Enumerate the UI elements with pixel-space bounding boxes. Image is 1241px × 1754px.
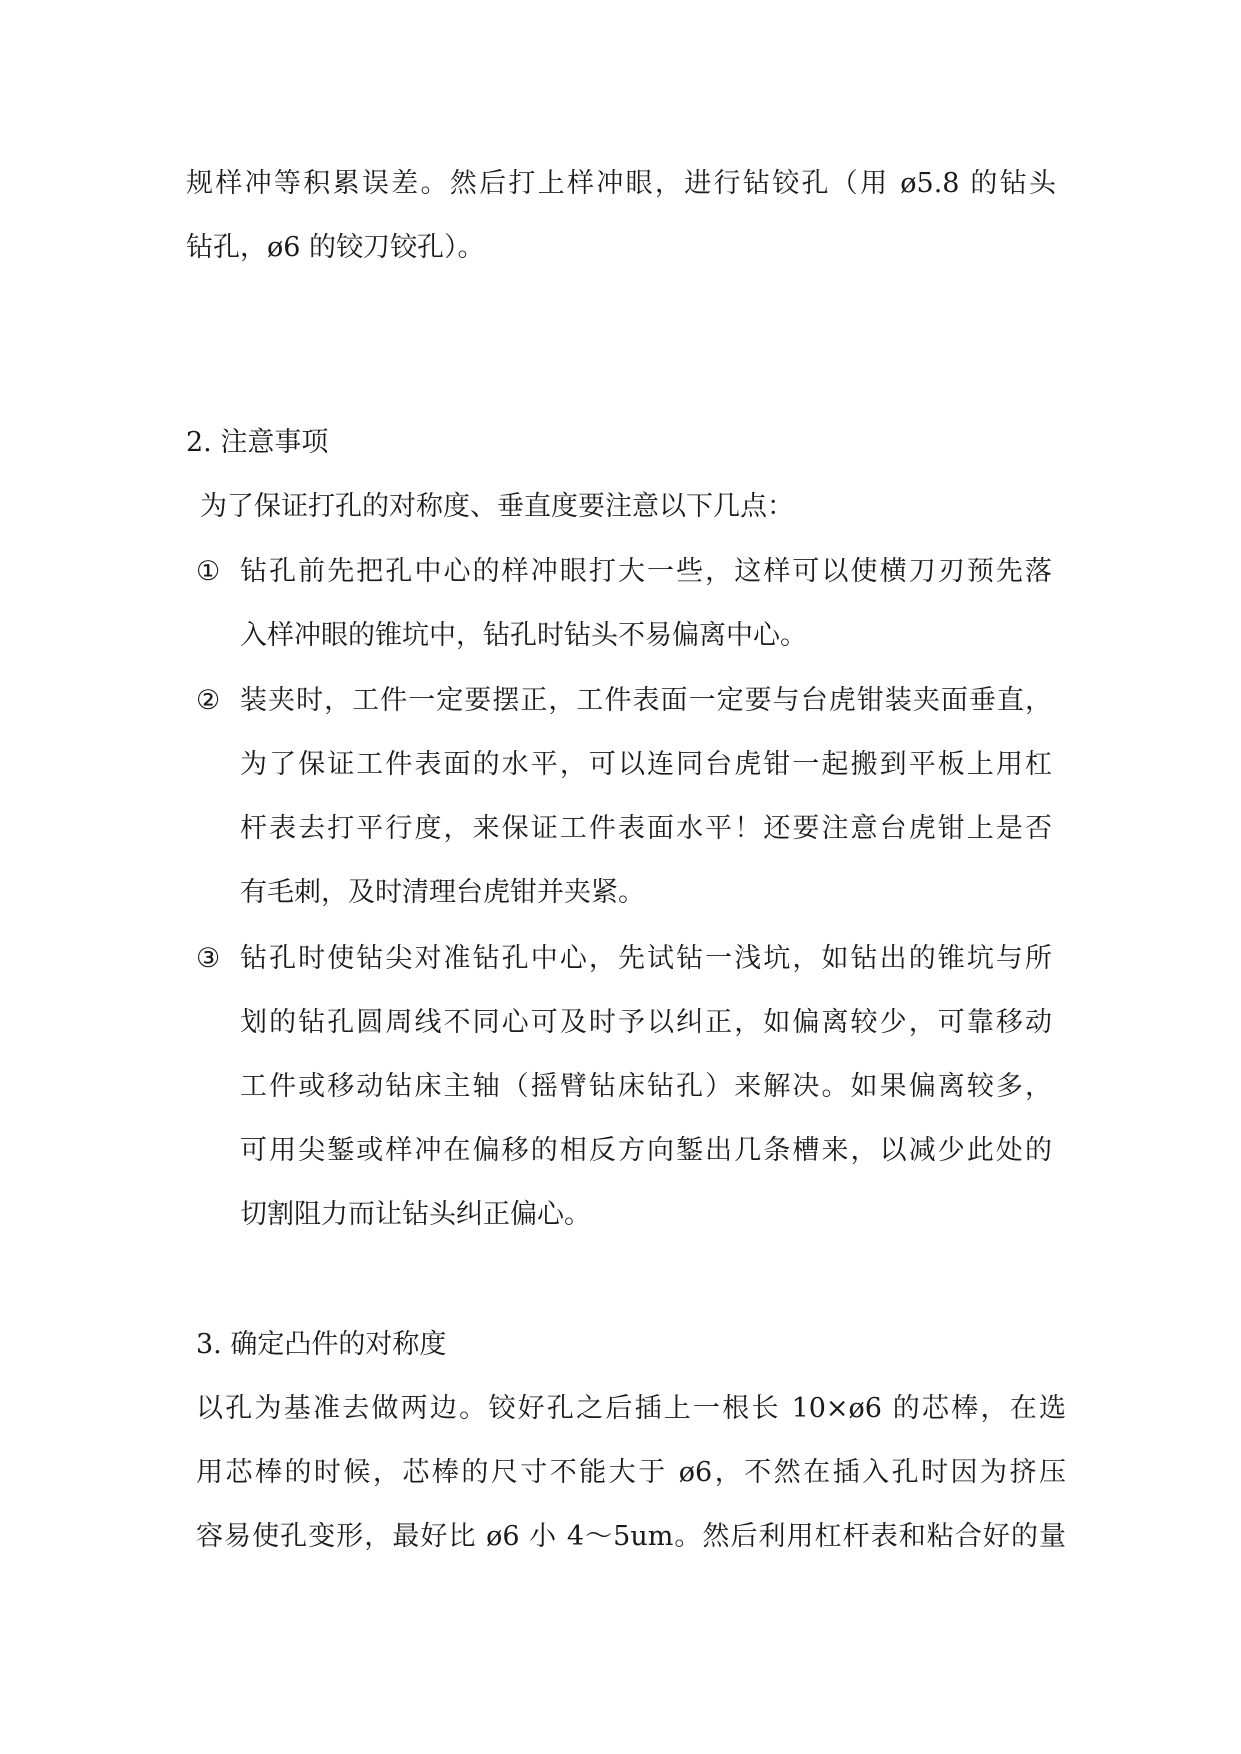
section-lead: 为了保证打孔的对称度、垂直度要注意以下几点： — [200, 491, 794, 522]
paragraph-line: 以孔为基准去做两边。铰好孔之后插上一根长 10×ø6 的芯棒，在选 — [196, 1393, 1066, 1424]
section-heading: 2. 注意事项 — [186, 427, 329, 458]
list-marker: ③ — [196, 943, 221, 974]
list-item-line: 钻孔前先把孔中心的样冲眼打大一些，这样可以使横刀刃预先落 — [240, 556, 1052, 587]
list-marker: ① — [196, 556, 221, 587]
paragraph-line: 钻孔，ø6 的铰刀铰孔）。 — [186, 232, 485, 263]
list-item-line: 工件或移动钻床主轴（摇臂钻床钻孔）来解决。如果偏离较多， — [240, 1071, 1052, 1102]
section-heading: 3. 确定凸件的对称度 — [196, 1329, 447, 1360]
paragraph-line: 用芯棒的时候，芯棒的尺寸不能大于 ø6，不然在插入孔时因为挤压 — [196, 1457, 1066, 1488]
list-item-line: 有毛刺，及时清理台虎钳并夹紧。 — [240, 877, 645, 908]
list-item-line: 杆表去打平行度，来保证工件表面水平！还要注意台虎钳上是否 — [240, 813, 1052, 844]
list-item-line: 钻孔时使钻尖对准钻孔中心，先试钻一浅坑，如钻出的锥坑与所 — [240, 943, 1052, 974]
list-item-line: 划的钻孔圆周线不同心可及时予以纠正，如偏离较少，可靠移动 — [240, 1007, 1052, 1038]
list-item-line: 入样冲眼的锥坑中，钻孔时钻头不易偏离中心。 — [240, 620, 807, 651]
list-item-line: 可用尖錾或样冲在偏移的相反方向錾出几条槽来，以减少此处的 — [240, 1135, 1052, 1166]
paragraph-line: 规样冲等积累误差。然后打上样冲眼，进行钻铰孔（用 ø5.8 的钻头 — [186, 168, 1056, 199]
paragraph-line: 容易使孔变形，最好比 ø6 小 4～5um。然后利用杠杆表和粘合好的量 — [196, 1521, 1066, 1552]
list-item-line: 装夹时，工件一定要摆正，工件表面一定要与台虎钳装夹面垂直， — [240, 685, 1052, 716]
list-marker: ② — [196, 685, 221, 716]
list-item-line: 切割阻力而让钻头纠正偏心。 — [240, 1199, 591, 1230]
list-item-line: 为了保证工件表面的水平，可以连同台虎钳一起搬到平板上用杠 — [240, 749, 1052, 780]
